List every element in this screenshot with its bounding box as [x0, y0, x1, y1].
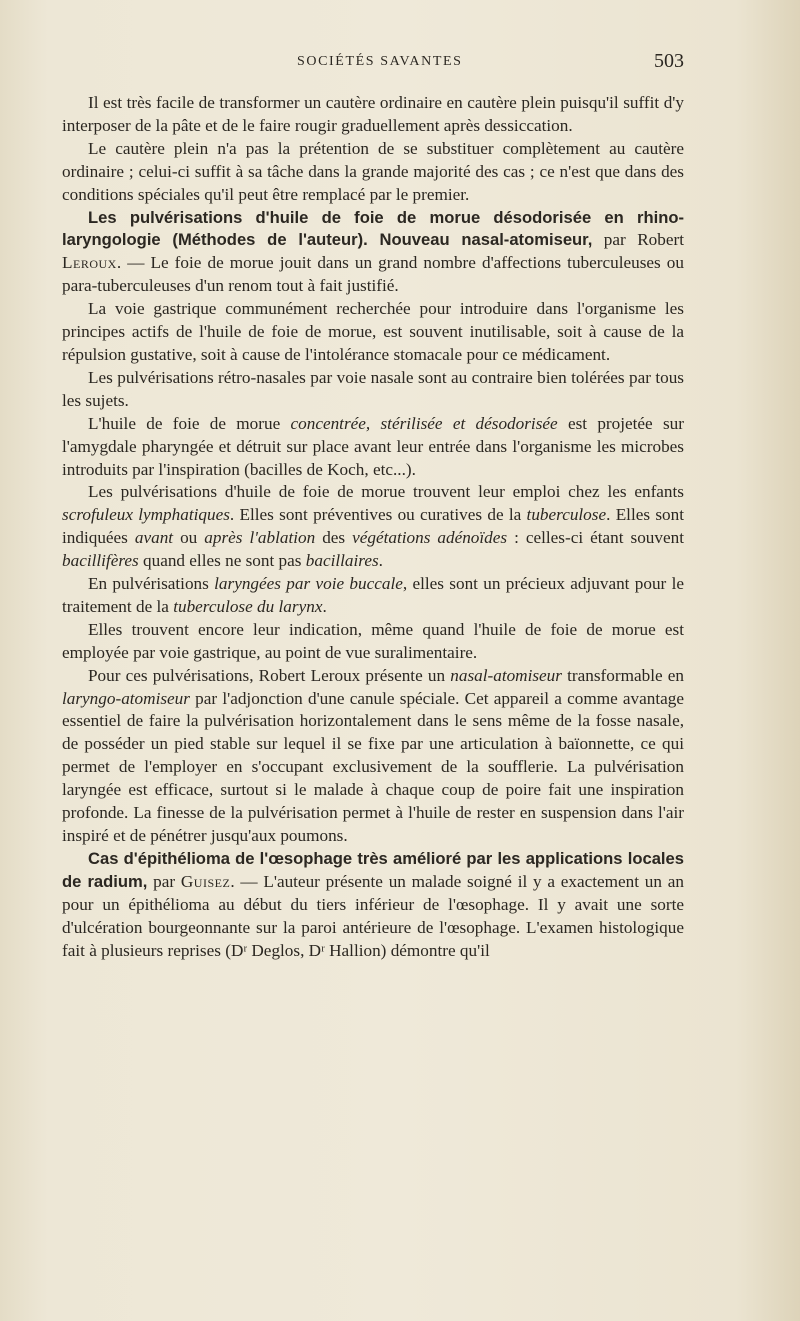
text-run: Pour ces pulvérisations, Robert Leroux présente un — [88, 665, 451, 685]
paragraph: Les pulvérisations rétro-nasales par voie nasale sont au contraire bien tolérées par tous les sujets. — [62, 367, 684, 410]
text-run: est projetée sur l'amygdale pharyngée et détruit sur place avant leur entrée dans l'organisme les microbes introduits par l'inspiration (bacilles de Koch, etc...). — [62, 413, 684, 479]
author-name: Leroux — [62, 253, 117, 273]
text-run: ou — [173, 528, 205, 548]
italic-run: nasal-atomiseur — [450, 665, 562, 685]
paragraph: Elles trouvent encore leur indication, même quand l'huile de foie de morue est employée par voie gastrique, au point de vue suralimentaire. — [62, 619, 684, 662]
text-run: En pulvérisations — [88, 574, 215, 594]
paragraph — [62, 665, 684, 848]
text-run: des — [315, 528, 353, 548]
author-name: Guisez — [180, 871, 231, 891]
paragraph-text: . — Le foie de morue jouit dans un grand nombre d'affections tuberculeuses ou para-tuberculeuses d'un renom tout à fait justifié. — [62, 253, 684, 296]
paragraph — [62, 848, 684, 963]
italic-run: bacillaires — [305, 551, 379, 571]
italic-run: avant — [134, 528, 174, 548]
paragraph — [62, 573, 684, 619]
text-run: Les pulvérisations d'huile de foie de morue trouvent leur emploi chez les enfants — [88, 482, 684, 502]
byline: par Robert — [592, 230, 685, 250]
italic-run: tuberculose du larynx — [173, 596, 323, 616]
italic-run: concentrée, stérilisée et désodorisée — [290, 413, 558, 433]
byline: par — [147, 871, 181, 891]
text-run: quand elles ne sont pas — [138, 551, 306, 571]
text-run: L'huile de foie de morue — [88, 413, 291, 433]
text-run: : celles-ci étant souvent — [507, 528, 684, 548]
article-body — [62, 92, 684, 962]
text-run: . Elles sont préventives ou curatives de la — [229, 505, 527, 525]
paragraph: Il est très facile de transformer un cautère ordinaire en cautère plein puisqu'il suffit d'y interposer de la pâte et de le faire rougir graduellement après dessiccation. — [62, 93, 684, 135]
italic-run: laryngées par voie buccale — [214, 574, 403, 594]
text-run: transformable en — [561, 665, 684, 685]
paragraph: Le cautère plein n'a pas la prétention de se substituer complètement au cautère ordinaire ; celui-ci suffit à sa tâche dans la grande majorité des cas ; ce n'est que dans des conditions spéciales qu'il peut être remplacé par le premier. — [62, 138, 684, 204]
paragraph — [62, 481, 684, 573]
italic-run: végétations adénoïdes — [352, 528, 508, 548]
text-run: , elles sont un précieux adjuvant pour le traitement de la — [62, 574, 684, 616]
text-run: par l'adjonction d'une canule spéciale. Cet appareil a comme avantage essentiel de faire la pulvérisation horizontalement dans le sens même de la fosse nasale, de posséder un pied stable sur lequel il se fixe par une articulation à baïonnette, ce qui permet de l'employer en s'occupant exclusivement de la soufflerie. La pulvérisation laryngée est efficace, surtout si le malade à chaque coup de poire fait une inspiration profonde. La finesse de la pulvérisation permet à l'huile de rester en suspension dans l'air inspiré et de pénétrer jusqu'aux poumons. — [62, 688, 684, 845]
italic-run: tuberculose — [526, 505, 607, 525]
italic-run: laryngo-atomiseur — [62, 688, 190, 708]
italic-run: après l'ablation — [204, 528, 316, 548]
paragraph-text: . — L'auteur présente un malade soigné il y a exactement un an pour un épithélioma au début du tiers inférieur de l'œsophage. Il y avait une sorte d'ulcération bourgeonnante sur la paroi antérieure de l'œsophage. L'examen histologique fait à plusieurs reprises (Dʳ Deglos, Dʳ Hallion) démontre qu'il — [62, 871, 684, 960]
section-title: Cas d'épithélioma de l'œsophage très amélioré par les applications locales de radium, — [62, 848, 684, 891]
running-title: SOCIÉTÉS SAVANTES — [297, 54, 463, 69]
italic-run: scrofuleux lymphatiques — [62, 505, 230, 525]
paragraph — [62, 207, 684, 299]
text-run: . Elles sont indiquées — [62, 505, 684, 548]
text-run: . — [378, 551, 383, 571]
paragraph: La voie gastrique communément recherchée pour introduire dans l'organisme les principes actifs de l'huile de foie de morue, est souvent inutilisable, soit à cause de la répulsion gustative, soit à cause de l'intolérance stomacale pour ce médicament. — [62, 299, 684, 364]
page-number: 503 — [654, 50, 684, 72]
paragraph — [62, 413, 684, 482]
page-header — [62, 50, 684, 76]
section-title: Les pulvérisations d'huile de foie de morue désodorisée en rhino-laryngologie (Méthodes de l'auteur). Nouveau nasal-atomiseur, — [62, 207, 684, 250]
text-run: . — [322, 596, 327, 616]
italic-run: bacillifères — [62, 551, 139, 571]
